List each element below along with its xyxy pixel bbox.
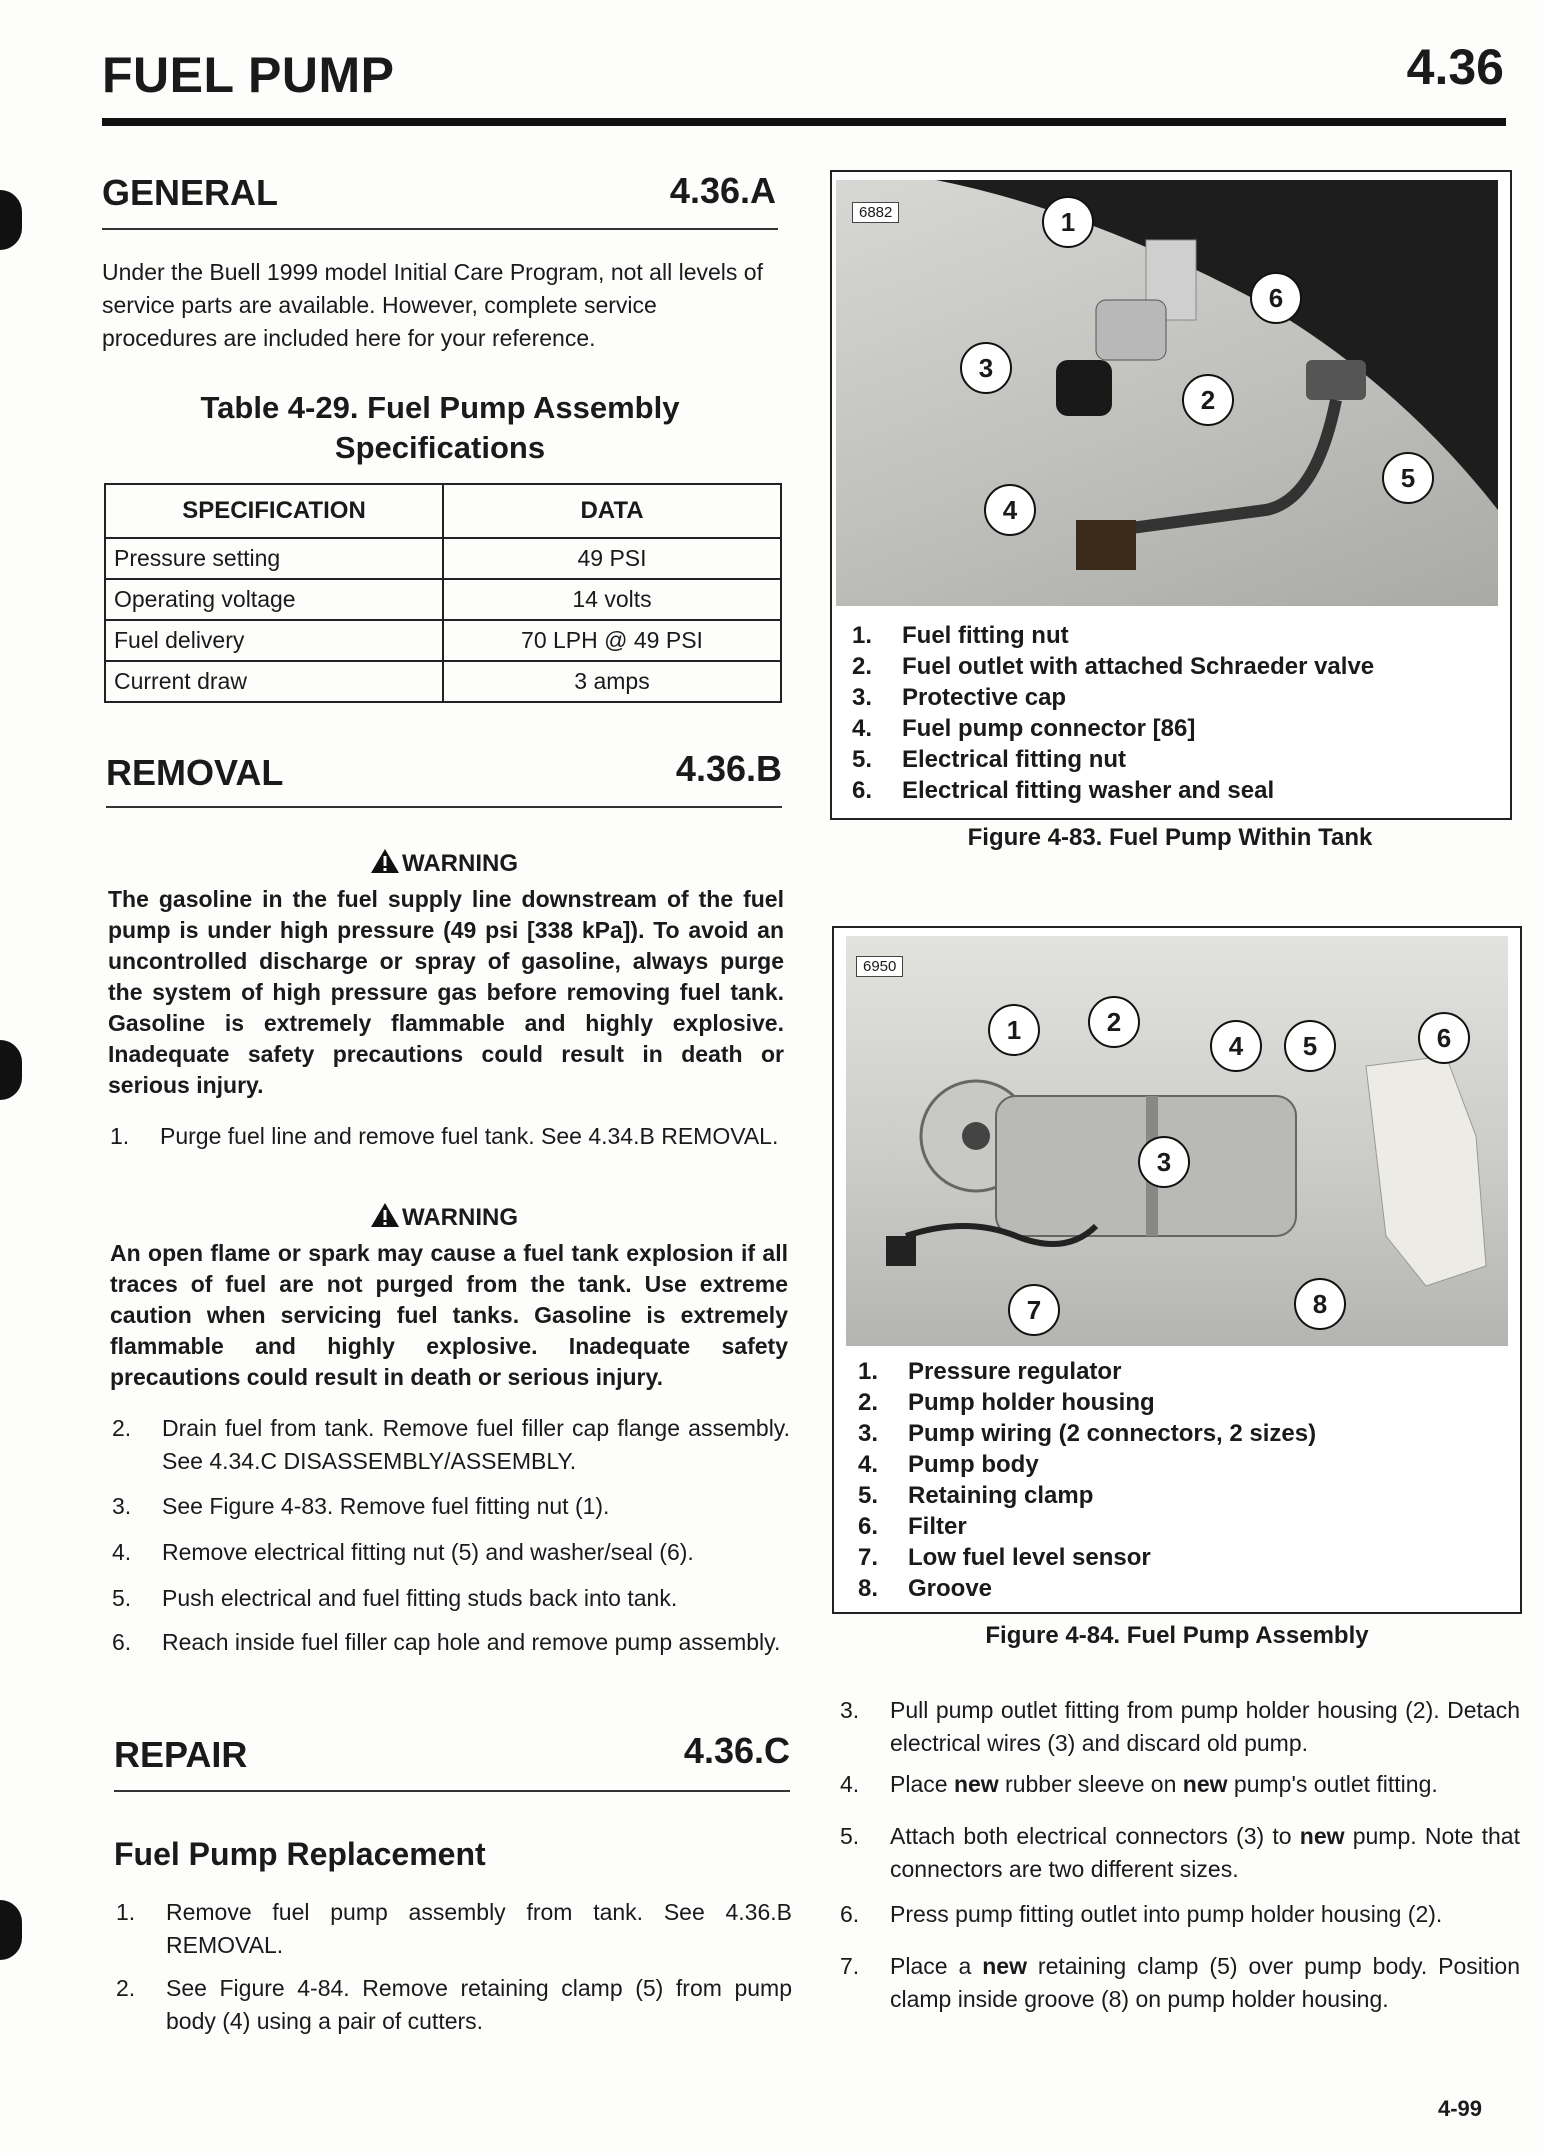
step-text: See Figure 4-84. Remove retaining clamp (5) from pump body (4) using a pair of cutters.	[166, 1975, 792, 2034]
table-cell: 49 PSI	[443, 538, 781, 579]
legend-item	[852, 744, 1492, 775]
step-text: Purge fuel line and remove fuel tank. See 4.34.B REMOVAL.	[160, 1123, 779, 1149]
callout-1: 1	[988, 1004, 1040, 1056]
table-cell: 70 LPH @ 49 PSI	[443, 620, 781, 661]
legend-number: 8.	[858, 1575, 879, 1602]
table-cell: Operating voltage	[105, 579, 443, 620]
figure-84-legend	[858, 1356, 1498, 1604]
table-row	[105, 538, 781, 579]
general-title: GENERAL	[102, 172, 279, 213]
general-text: Under the Buell 1999 model Initial Care Program, not all levels of service parts are available. However, complete service procedures are included here for your reference.	[102, 259, 763, 351]
emphasis-new: new	[953, 1771, 999, 1797]
figure-84-caption: Figure 4-84. Fuel Pump Assembly	[985, 1622, 1369, 1649]
step-text: Place new rubber sleeve on new pump's outlet fitting.	[890, 1771, 1438, 1797]
table-cell: Fuel delivery	[105, 620, 443, 661]
step-text: Press pump fitting outlet into pump holder housing (2).	[890, 1901, 1443, 1927]
list-item	[110, 1120, 786, 1153]
legend-text: Pressure regulator	[908, 1358, 1122, 1385]
table-title	[102, 388, 778, 468]
list-item	[112, 1490, 790, 1523]
step-number: 4.	[112, 1539, 132, 1565]
warning-icon	[370, 1202, 400, 1228]
table-cell: 14 volts	[443, 579, 781, 620]
table-cell: Pressure setting	[105, 538, 443, 579]
legend-text: Electrical fitting nut	[902, 746, 1127, 773]
section-rule	[114, 1790, 790, 1792]
page-title: FUEL PUMP	[102, 47, 395, 103]
list-item	[840, 1694, 1520, 1760]
legend-text: Low fuel level sensor	[908, 1544, 1151, 1571]
callout-7: 7	[1008, 1284, 1060, 1336]
column-header: SPECIFICATION	[105, 484, 443, 538]
legend-item	[858, 1387, 1498, 1418]
warning-text: The gasoline in the fuel supply line downstream of the fuel pump is under high pressure (49 psi [338 kPa]). To avoid an uncontrolled discharge or spray of gasoline, always purge the system of high pressure gas before removing fuel tank. Gasoline is extremely flammable and highly explosive. Inadequate safety precautions could result in death or serious injury.	[108, 886, 784, 1098]
binder-hole	[0, 1040, 22, 1100]
legend-item	[858, 1573, 1498, 1604]
fuel-pump-photo-illustration	[836, 180, 1498, 606]
callout-5: 5	[1382, 452, 1434, 504]
callout-3: 3	[960, 342, 1012, 394]
legend-text: Pump holder housing	[908, 1389, 1155, 1416]
callout-3: 3	[1138, 1136, 1190, 1188]
repair-number: 4.36.C	[683, 1730, 790, 1771]
table-cell: Current draw	[105, 661, 443, 702]
step-number: 1.	[110, 1123, 130, 1149]
step-text: Reach inside fuel filler cap hole and remove pump assembly.	[162, 1629, 781, 1655]
legend-text: Fuel fitting nut	[902, 622, 1069, 649]
callout-5: 5	[1284, 1020, 1336, 1072]
legend-text: Groove	[908, 1575, 993, 1602]
removal-number: 4.36.B	[675, 748, 782, 789]
step-number: 6.	[840, 1901, 860, 1927]
table-row	[105, 661, 781, 702]
legend-item	[852, 713, 1492, 744]
step-number: 2.	[112, 1415, 132, 1441]
table-row	[105, 620, 781, 661]
spec-table	[104, 483, 782, 703]
general-number: 4.36.A	[669, 170, 776, 211]
legend-text: Retaining clamp	[908, 1482, 1094, 1509]
step-text: Attach both electrical connectors (3) to new pump. Note that connectors are two different sizes.	[890, 1823, 1520, 1882]
callout-6: 6	[1418, 1012, 1470, 1064]
legend-number: 3.	[852, 684, 873, 711]
step-number: 4.	[840, 1771, 860, 1797]
table-row	[105, 579, 781, 620]
section-number: 4.36	[1406, 39, 1504, 95]
list-item	[116, 1972, 792, 2038]
legend-number: 4.	[852, 715, 873, 742]
removal-title: REMOVAL	[106, 752, 284, 793]
step-text: Push electrical and fuel fitting studs back into tank.	[162, 1585, 678, 1611]
legend-item	[852, 651, 1492, 682]
legend-item	[858, 1418, 1498, 1449]
callout-1: 1	[1042, 196, 1094, 248]
section-rule	[102, 228, 778, 230]
emphasis-new: new	[1299, 1823, 1345, 1849]
legend-item	[858, 1449, 1498, 1480]
emphasis-new: new	[982, 1953, 1027, 1979]
list-item	[840, 1768, 1520, 1801]
section-rule	[106, 806, 782, 808]
callout-8: 8	[1294, 1278, 1346, 1330]
header-rule	[102, 118, 1506, 126]
repair-title: REPAIR	[114, 1734, 248, 1775]
legend-number: 2.	[858, 1389, 879, 1416]
list-item	[116, 1896, 792, 1962]
legend-item	[858, 1542, 1498, 1573]
legend-number: 1.	[852, 622, 873, 649]
list-item	[112, 1536, 790, 1569]
warning-icon	[370, 848, 400, 874]
callout-6: 6	[1250, 272, 1302, 324]
legend-text: Fuel pump connector [86]	[902, 715, 1196, 742]
step-number: 3.	[112, 1493, 132, 1519]
table-title-line1: Table 4-29. Fuel Pump Assembly	[200, 390, 680, 425]
step-text: Remove fuel pump assembly from tank. See 4.36.B REMOVAL.	[166, 1899, 792, 1958]
legend-number: 6.	[858, 1513, 879, 1540]
step-number: 1.	[116, 1899, 136, 1925]
figure-83-legend	[852, 620, 1492, 806]
callout-4: 4	[1210, 1020, 1262, 1072]
column-header: DATA	[443, 484, 781, 538]
legend-number: 1.	[858, 1358, 879, 1385]
binder-hole	[0, 190, 22, 250]
legend-item	[852, 620, 1492, 651]
page-number: 4-99	[1437, 2096, 1482, 2121]
step-number: 2.	[116, 1975, 136, 2001]
legend-number: 7.	[858, 1544, 879, 1571]
list-item	[840, 1898, 1520, 1931]
legend-text: Filter	[908, 1513, 967, 1540]
step-text: See Figure 4-83. Remove fuel fitting nut (1).	[162, 1493, 610, 1519]
step-text: Pull pump outlet fitting from pump holder housing (2). Detach electrical wires (3) and discard old pump.	[890, 1697, 1520, 1756]
legend-number: 2.	[852, 653, 873, 680]
legend-number: 5.	[858, 1482, 879, 1509]
legend-text: Pump body	[908, 1451, 1039, 1478]
step-text: Remove electrical fitting nut (5) and washer/seal (6).	[162, 1539, 694, 1565]
callout-4: 4	[984, 484, 1036, 536]
step-number: 5.	[840, 1823, 860, 1849]
list-item	[840, 1950, 1520, 2016]
table-title-line2: Specifications	[334, 430, 546, 465]
figure-83-photo	[836, 180, 1498, 606]
step-number: 3.	[840, 1697, 860, 1723]
list-item	[840, 1820, 1520, 1886]
repair-subtitle: Fuel Pump Replacement	[114, 1836, 486, 1872]
list-item	[112, 1412, 790, 1478]
legend-number: 3.	[858, 1420, 879, 1447]
step-text: Drain fuel from tank. Remove fuel filler cap flange assembly. See 4.34.C DISASSEMBLY/ASSEMBLY.	[162, 1415, 790, 1474]
warning-title	[106, 1202, 782, 1232]
warning-text: An open flame or spark may cause a fuel tank explosion if all traces of fuel are not purged from the tank. Use extreme caution when servicing fuel tanks. Gasoline is extremely flammable and highly explosive. Inadequate safety precautions could result in death or serious injury.	[110, 1240, 788, 1390]
legend-text: Electrical fitting washer and seal	[902, 777, 1275, 804]
list-item	[112, 1582, 790, 1615]
legend-number: 6.	[852, 777, 873, 804]
warning-title	[106, 848, 782, 878]
legend-item	[852, 682, 1492, 713]
table-cell: 3 amps	[443, 661, 781, 702]
step-number: 6.	[112, 1629, 132, 1655]
legend-item	[858, 1511, 1498, 1542]
legend-item	[852, 775, 1492, 806]
warning-label: WARNING	[402, 1204, 518, 1231]
legend-number: 5.	[852, 746, 873, 773]
legend-number: 4.	[858, 1451, 879, 1478]
step-number: 5.	[112, 1585, 132, 1611]
legend-text: Pump wiring (2 connectors, 2 sizes)	[908, 1420, 1317, 1447]
figure-83-caption: Figure 4-83. Fuel Pump Within Tank	[967, 824, 1373, 851]
emphasis-new: new	[1182, 1771, 1228, 1797]
step-number: 7.	[840, 1953, 860, 1979]
legend-text: Protective cap	[902, 684, 1067, 711]
step-text: Place a new retaining clamp (5) over pump body. Position clamp inside groove (8) on pump holder housing.	[890, 1953, 1520, 2012]
photo-id-label: 6882	[852, 202, 899, 223]
legend-text: Fuel outlet with attached Schraeder valve	[902, 653, 1375, 680]
binder-hole	[0, 1900, 22, 1960]
legend-item	[858, 1480, 1498, 1511]
warning-label: WARNING	[402, 850, 518, 877]
callout-2: 2	[1182, 374, 1234, 426]
table-header-row	[105, 484, 781, 538]
legend-item	[858, 1356, 1498, 1387]
callout-2: 2	[1088, 996, 1140, 1048]
list-item	[112, 1626, 790, 1659]
photo-id-label: 6950	[856, 956, 903, 977]
